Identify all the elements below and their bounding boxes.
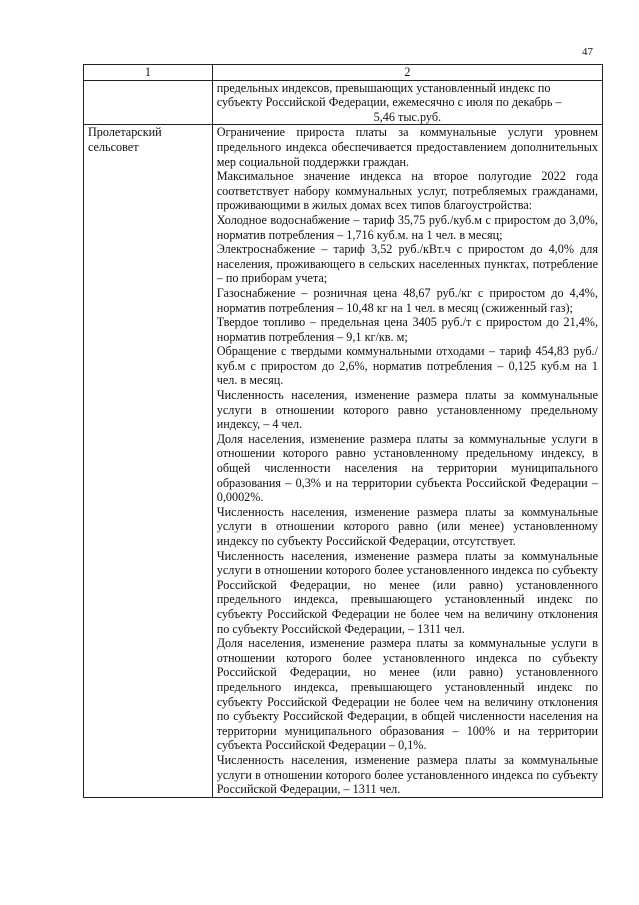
continuation-line: субъекту Российской Федерации, ежемесячно с июля по декабрь – [216,95,562,110]
paragraph: Численность населения, изменение размера платы за коммунальные услуги в отношении которого равно (или менее) установленному индексу по субъекту Российской Федерации, отсутствует. [216,504,598,548]
paragraph: Газоснабжение – розничная цена 48,67 руб./кг с приростом до 4,4%, норматив потребления – 10,48 кг на 1 чел. в месяц (сжиженный газ); [216,285,598,315]
paragraph: Твердое топливо – предельная цена 3405 руб./т с приростом до 21,4%, норматив потребления – 9,1 кг/кв. м; [216,315,598,344]
paragraph: Численность населения, изменение размера платы за коммунальные услуги в отношении которого более установленного индекса по субъекту Российской Федерации, – 1311 чел. [216,752,598,797]
continuation-line: 5,46 тыс.руб. [373,109,442,124]
region-description [212,125,602,797]
paragraph: Обращение с твердыми коммунальными отходами – тариф 454,83 руб./куб.м с приростом до 2,6%, норматив потребления – 0,125 куб.м на 1 чел. в месяц. [216,344,598,388]
continuation-text-cell [212,80,602,125]
paragraph: Доля населения, изменение размера платы за коммунальные услуги в отношении которого равно установленному предельному индексу, в общей численности населения на территории муниципального образования – 0,3% и на территории субъекта Российской Федерации – 0,0002%. [216,431,598,505]
measures-table [83,64,603,798]
continuation-row [84,80,603,125]
paragraph: Максимальное значение индекса на второе полугодие 2022 года соответствует набору коммунальных услуг, потребляемых гражданами, проживающими в жилых домах всех типов благоустройства: [216,169,598,213]
region-row [84,125,603,797]
column-header-1: 1 [84,65,213,81]
paragraph: Численность населения, изменение размера платы за коммунальные услуги в отношении которого равно установленному предельному индексу, – 4 чел. [216,388,598,432]
paragraph: Доля населения, изменение размера платы за коммунальные услуги в отношении которого более установленного индекса по субъекту Российской Федерации, но менее (или равно) установленного предельного индекса, превышающего установленный индекс по субъекту Российской Федерации не более чем на величину отклонения по субъекту Российской Федерации, в общей численности населения на территории муниципального образования – 100% и на территории субъекта Российской Федерации – 0,1%. [216,636,598,753]
table-header-row [84,65,603,81]
page-number: 47 [582,46,593,58]
column-header-2: 2 [212,65,602,81]
paragraph: Холодное водоснабжение – тариф 35,75 руб./куб.м с приростом до 3,0%, норматив потребления – 1,716 куб.м. на 1 чел. в месяц; [216,212,598,242]
paragraph: Электроснабжение – тариф 3,52 руб./кВт.ч с приростом до 4,0% для населения, проживающего в сельских населенных пунктах, потребление – по приборам учета; [216,242,598,286]
continuation-region-cell [84,80,213,125]
continuation-line: предельных индексов, превышающих установленный индекс по [216,80,551,95]
region-name: Пролетарский сельсовет [84,125,213,797]
paragraph: Ограничение прироста платы за коммунальные услуги уровнем предельного индекса обеспечивается предоставлением дополнительных мер социальной поддержки граждан. [216,125,598,169]
paragraph: Численность населения, изменение размера платы за коммунальные услуги в отношении которого более установленного индекса по субъекту Российской Федерации, но менее (или равно) установленного предельного индекса, превышающего установленный индекс по субъекту Российской Федерации не более чем на величину отклонения по субъекту Российской Федерации, – 1311 чел. [216,548,598,636]
